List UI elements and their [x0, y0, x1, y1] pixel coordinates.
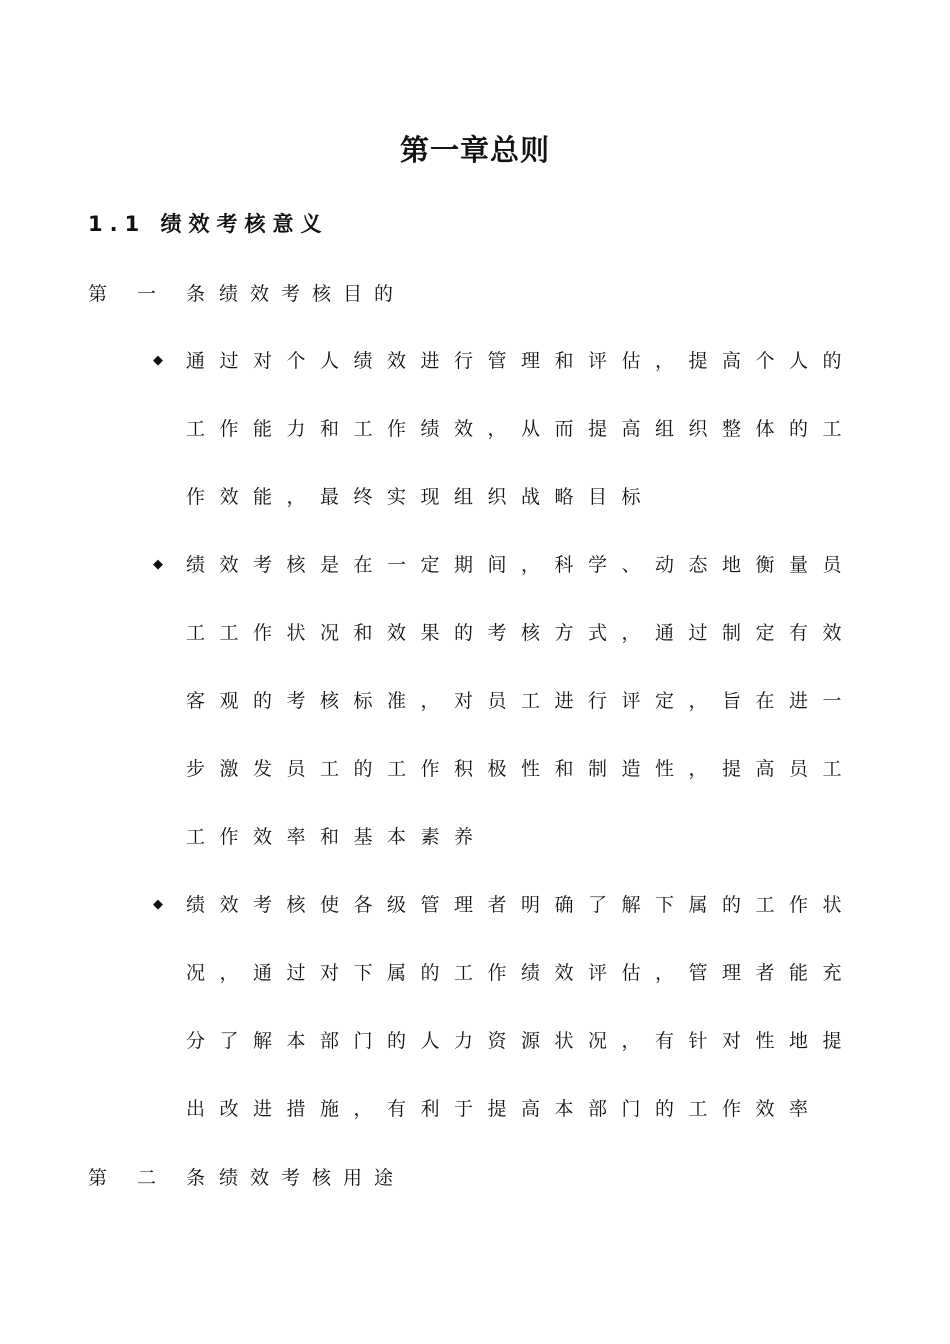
diamond-bullet-icon: ◆: [153, 897, 163, 912]
diamond-bullet-icon: ◆: [153, 557, 163, 572]
diamond-bullet-icon: ◆: [153, 353, 163, 368]
article-title: 绩效考核目的: [219, 283, 406, 305]
article-number: 第 一 条: [88, 283, 218, 305]
bullet-text: 通过对个人绩效进行管理和评估，提高个人的工作能力和工作绩效，从而提高组织整体的工作效能，最终实现组织战略目标: [186, 350, 857, 508]
article-heading-1: [88, 279, 405, 309]
article-number: 第 二 条: [88, 1167, 218, 1189]
bullet-text: 绩效考核是在一定期间，科学、动态地衡量员工工作状况和效果的考核方式，通过制定有效客观的考核标准，对员工进行评定，旨在进一步激发员工的工作积极性和制造性，提高员工工作效率和基本素养: [186, 554, 857, 848]
article-title: 绩效考核用途: [219, 1167, 406, 1189]
bullet-text: 绩效考核使各级管理者明确了解下属的工作状况，通过对下属的工作绩效评估，管理者能充分了解本部门的人力资源状况，有针对性地提出改进措施，有利于提高本部门的工作效率: [186, 894, 857, 1120]
section-title: 1.1 绩效考核意义: [88, 212, 329, 236]
chapter-title: 第一章总则: [399, 133, 550, 167]
article-heading-2: [88, 1163, 405, 1193]
